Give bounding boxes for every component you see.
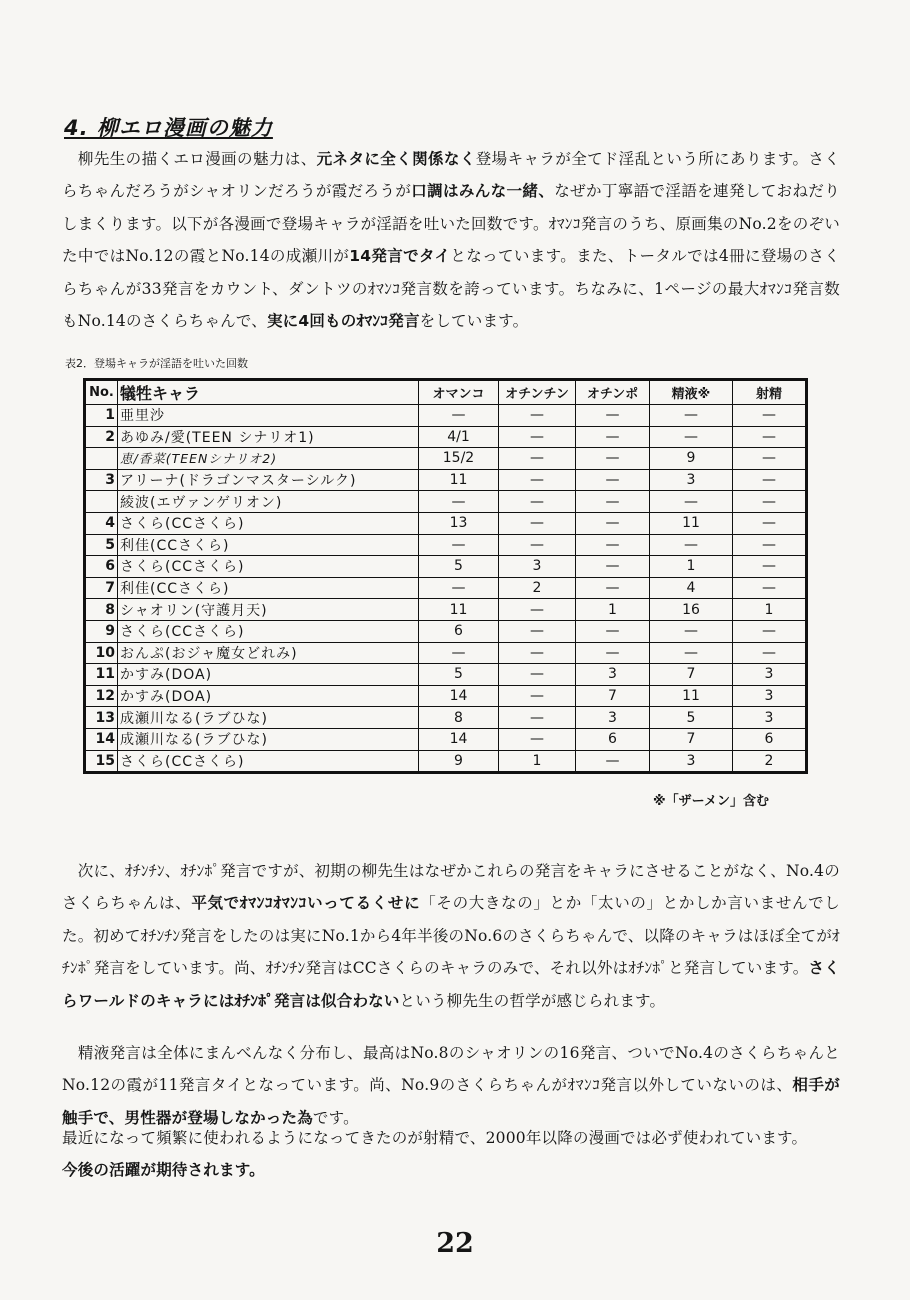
- intro-text-1: 柳先生の描くエロ漫画の魅力は、: [77, 150, 317, 168]
- row-count-oc: —: [499, 491, 576, 513]
- table-row: [85, 620, 807, 642]
- row-count-se: 7: [650, 664, 733, 686]
- row-count-oc: —: [499, 512, 576, 534]
- row-count-oc: —: [499, 664, 576, 686]
- table-row: [85, 685, 807, 707]
- row-number: 11: [85, 664, 118, 686]
- row-count-op: 3: [576, 664, 650, 686]
- header-omanko: オマンコ: [419, 380, 499, 405]
- row-number: [85, 491, 118, 513]
- row-count-oc: —: [499, 599, 576, 621]
- row-count-sh: 3: [733, 664, 807, 686]
- row-count-se: 16: [650, 599, 733, 621]
- table-row: [85, 577, 807, 599]
- row-count-om: 6: [419, 620, 499, 642]
- row-count-oc: —: [499, 534, 576, 556]
- row-character: アリーナ(ドラゴンマスターシルク): [118, 469, 419, 491]
- intro-text-5: をしています。: [419, 312, 529, 331]
- row-count-se: —: [650, 405, 733, 427]
- row-count-se: 5: [650, 707, 733, 729]
- row-count-sh: 2: [733, 750, 807, 773]
- row-character: さくら(CCさくら): [118, 750, 419, 773]
- row-count-op: —: [576, 577, 650, 599]
- row-count-oc: 2: [499, 577, 576, 599]
- row-character: 利佳(CCさくら): [118, 577, 419, 599]
- intro-text-4: となっています。また、トータルでは4冊に登場のさくらちゃんが33発言をカウント、ダントツのｵﾏﾝｺ発言数を誇っています。ちなみに、1ページの最大ｵﾏﾝｺ発言数もNo.14のさくらちゃんで、: [62, 247, 840, 331]
- row-character: 成瀬川なる(ラブひな): [118, 728, 419, 750]
- p3-bold-1: 相手が触手で、男性器が登場しなかった為: [62, 1076, 840, 1127]
- row-count-om: 11: [419, 599, 499, 621]
- row-count-sh: —: [733, 577, 807, 599]
- row-count-se: 4: [650, 577, 733, 599]
- p4-bold-1: 今後の活躍が期待されます。: [62, 1161, 265, 1180]
- row-count-sh: —: [733, 512, 807, 534]
- row-count-oc: —: [499, 707, 576, 729]
- row-count-op: —: [576, 556, 650, 578]
- row-count-om: 5: [419, 664, 499, 686]
- p2-text-2: 「その大きなの」とか「太いの」とかしか言いませんでした。初めてｵﾁﾝﾁﾝ発言をしたのは実にNo.1から4年半後のNo.6のさくらちゃんで、以降のキャラはほぼ全てがｵﾁﾝﾎﾟ発言をしています。尚、ｵﾁﾝﾁﾝ発言はCCさくらのキャラのみで、それ以外はｵﾁﾝﾎﾟと発言しています。: [62, 894, 841, 978]
- row-count-op: —: [576, 642, 650, 664]
- table-body: [85, 405, 807, 773]
- p4-text-1: 最近になって頻繁に使われるようになってきたのが射精で、2000年以降の漫画では必ず使われています。: [62, 1129, 808, 1147]
- row-count-op: —: [576, 534, 650, 556]
- row-character: シャオリン(守護月天): [118, 599, 419, 621]
- row-count-oc: —: [499, 405, 576, 427]
- row-count-se: —: [650, 620, 733, 642]
- row-count-om: 5: [419, 556, 499, 578]
- row-count-op: —: [576, 405, 650, 427]
- row-count-op: —: [576, 469, 650, 491]
- p2-bold-1: 平気でｵﾏﾝｺｵﾏﾝｺいってるくせに: [191, 894, 421, 913]
- row-number: [85, 448, 118, 470]
- row-count-se: —: [650, 534, 733, 556]
- row-count-oc: —: [499, 426, 576, 448]
- table-footnote: ※「ザーメン」含む: [653, 794, 769, 809]
- row-count-oc: —: [499, 448, 576, 470]
- header-ochinchin: オチンチン: [499, 380, 576, 405]
- row-number: 12: [85, 685, 118, 707]
- row-count-oc: —: [499, 469, 576, 491]
- row-count-se: 3: [650, 750, 733, 773]
- stats-table: [83, 378, 808, 774]
- row-count-sh: 6: [733, 728, 807, 750]
- row-count-sh: 3: [733, 685, 807, 707]
- table-row: [85, 469, 807, 491]
- row-count-se: 11: [650, 512, 733, 534]
- row-count-om: 15/2: [419, 448, 499, 470]
- row-count-op: —: [576, 426, 650, 448]
- row-count-sh: —: [733, 469, 807, 491]
- intro-bold-3: 14発言でタイ: [349, 247, 451, 266]
- header-ochinpo: オチンポ: [576, 380, 650, 405]
- row-count-oc: —: [499, 642, 576, 664]
- table-row: [85, 491, 807, 513]
- table-row: [85, 426, 807, 448]
- row-count-op: 3: [576, 707, 650, 729]
- row-character: 恵/香菜(TEENシナリオ2): [118, 448, 419, 470]
- row-count-om: —: [419, 491, 499, 513]
- row-count-oc: 3: [499, 556, 576, 578]
- table-row: [85, 664, 807, 686]
- table-row: [85, 728, 807, 750]
- header-character: 犠牲キャラ: [118, 380, 419, 405]
- row-count-oc: —: [499, 620, 576, 642]
- row-count-se: 11: [650, 685, 733, 707]
- row-number: 6: [85, 556, 118, 578]
- p2-text-1: 次に、ｵﾁﾝﾁﾝ、ｵﾁﾝﾎﾟ発言ですが、初期の柳先生はなぜかこれらの発言をキャラにさせることがなく、No.4のさくらちゃんは、: [62, 862, 841, 913]
- row-count-op: —: [576, 512, 650, 534]
- row-count-om: 14: [419, 685, 499, 707]
- table-row: [85, 534, 807, 556]
- row-count-sh: 3: [733, 707, 807, 729]
- row-count-op: —: [576, 620, 650, 642]
- intro-text-2: 登場キャラが全てド淫乱という所にあります。さくらちゃんだろうがシャオリンだろうが霞だろうが: [62, 150, 840, 201]
- header-shasei: 射精: [733, 380, 807, 405]
- row-count-sh: —: [733, 642, 807, 664]
- row-count-sh: —: [733, 620, 807, 642]
- row-number: 14: [85, 728, 118, 750]
- row-number: 7: [85, 577, 118, 599]
- row-character: かすみ(DOA): [118, 664, 419, 686]
- p2-text-3: という柳先生の哲学が感じられます。: [399, 991, 666, 1010]
- row-character: おんぷ(おジャ魔女どれみ): [118, 642, 419, 664]
- intro-paragraph: [62, 143, 840, 337]
- table-caption: 表2．登場キャラが淫語を吐いた回数: [65, 357, 248, 370]
- row-number: 1: [85, 405, 118, 427]
- row-number: 8: [85, 599, 118, 621]
- row-count-sh: —: [733, 426, 807, 448]
- row-number: 15: [85, 750, 118, 773]
- table-row: [85, 599, 807, 621]
- paragraph-4: [62, 1122, 840, 1187]
- row-count-se: 3: [650, 469, 733, 491]
- row-count-op: —: [576, 448, 650, 470]
- row-count-op: —: [576, 491, 650, 513]
- row-count-op: 7: [576, 685, 650, 707]
- p3-text-1: 精液発言は全体にまんべんなく分布し、最高はNo.8のシャオリンの16発言、ついでNo.4のさくらちゃんとNo.12の霞が11発言タイとなっています。尚、No.9のさくらちゃんがｵﾏﾝｺ発言以外していないのは、: [62, 1044, 841, 1095]
- row-count-om: 14: [419, 728, 499, 750]
- row-count-sh: —: [733, 534, 807, 556]
- p3-text-2: です。: [312, 1108, 359, 1127]
- row-count-om: 8: [419, 707, 499, 729]
- intro-bold-2: 口調はみんな一緒、: [411, 182, 555, 201]
- intro-text-3: なぜか丁寧語で淫語を連発しておねだりしまくります。以下が各漫画で登場キャラが淫語を吐いた回数です。ｵﾏﾝｺ発言のうち、原画集のNo.2をのぞいた中ではNo.12の霞とNo.14の成瀬川が: [62, 182, 841, 266]
- row-character: 綾波(エヴァンゲリオン): [118, 491, 419, 513]
- row-count-om: —: [419, 534, 499, 556]
- row-count-om: 13: [419, 512, 499, 534]
- row-count-op: —: [576, 750, 650, 773]
- row-character: さくら(CCさくら): [118, 512, 419, 534]
- row-character: 利佳(CCさくら): [118, 534, 419, 556]
- row-count-om: —: [419, 642, 499, 664]
- page-number: 22: [436, 1228, 474, 1259]
- row-number: 5: [85, 534, 118, 556]
- row-character: 亜里沙: [118, 405, 419, 427]
- table-row: [85, 512, 807, 534]
- header-no: No.: [85, 380, 118, 405]
- table-row: [85, 448, 807, 470]
- row-count-om: —: [419, 577, 499, 599]
- table-row: [85, 405, 807, 427]
- row-count-oc: —: [499, 728, 576, 750]
- row-count-oc: —: [499, 685, 576, 707]
- row-count-se: —: [650, 642, 733, 664]
- row-number: 13: [85, 707, 118, 729]
- row-count-om: 11: [419, 469, 499, 491]
- table-row: [85, 750, 807, 773]
- row-count-om: 4/1: [419, 426, 499, 448]
- paragraph-2: [62, 855, 840, 1017]
- header-seieki: 精液※: [650, 380, 733, 405]
- row-count-sh: 1: [733, 599, 807, 621]
- row-count-sh: —: [733, 405, 807, 427]
- row-character: 成瀬川なる(ラブひな): [118, 707, 419, 729]
- row-count-se: 1: [650, 556, 733, 578]
- row-number: 3: [85, 469, 118, 491]
- paragraph-3: [62, 1037, 840, 1134]
- row-number: 2: [85, 426, 118, 448]
- row-count-op: 1: [576, 599, 650, 621]
- row-character: さくら(CCさくら): [118, 556, 419, 578]
- row-count-om: 9: [419, 750, 499, 773]
- row-character: さくら(CCさくら): [118, 620, 419, 642]
- row-count-sh: —: [733, 556, 807, 578]
- row-count-se: 7: [650, 728, 733, 750]
- intro-bold-4: 実に4回ものｵﾏﾝｺ発言: [266, 312, 420, 331]
- row-character: かすみ(DOA): [118, 685, 419, 707]
- row-number: 4: [85, 512, 118, 534]
- row-count-sh: —: [733, 491, 807, 513]
- row-count-op: 6: [576, 728, 650, 750]
- row-count-se: —: [650, 426, 733, 448]
- row-count-om: —: [419, 405, 499, 427]
- intro-bold-1: 元ネタに全く関係なく: [316, 150, 476, 168]
- row-count-oc: 1: [499, 750, 576, 773]
- row-number: 9: [85, 620, 118, 642]
- row-count-se: —: [650, 491, 733, 513]
- table-row: [85, 642, 807, 664]
- table-header-row: [85, 380, 807, 405]
- row-count-sh: —: [733, 448, 807, 470]
- section-heading: 4. 柳エロ漫画の魅力: [64, 116, 273, 140]
- row-count-se: 9: [650, 448, 733, 470]
- row-number: 10: [85, 642, 118, 664]
- p2-bold-2: さくらワールドのキャラにはｵﾁﾝﾎﾟ発言は似合わない: [62, 959, 840, 1010]
- row-character: あゆみ/愛(TEEN シナリオ1): [118, 426, 419, 448]
- table-row: [85, 707, 807, 729]
- table-row: [85, 556, 807, 578]
